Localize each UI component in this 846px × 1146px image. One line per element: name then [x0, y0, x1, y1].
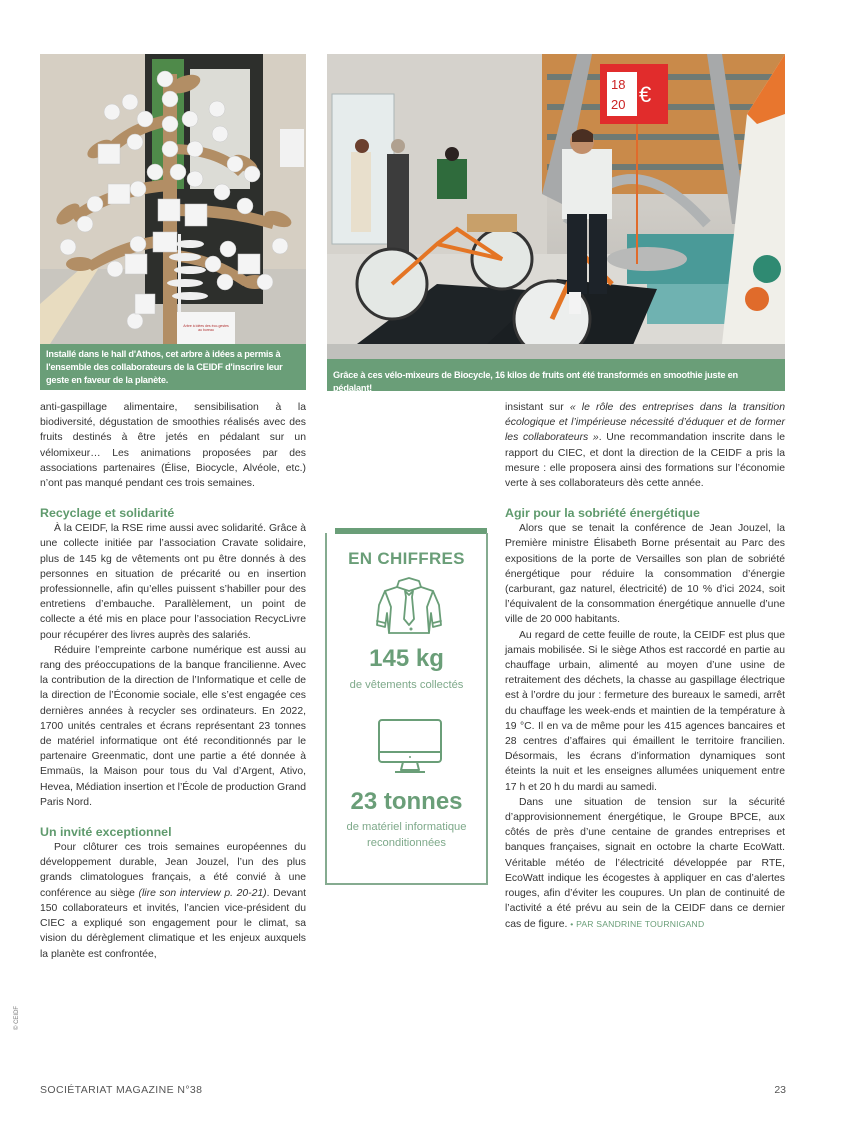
paragraph-sobriete-3 [505, 795, 785, 932]
interview-reference: (lire son interview p. 20-21) [138, 887, 267, 899]
stat-value-clothes: 145 kg [369, 645, 444, 672]
bike-blender-illustration [327, 54, 785, 359]
idea-tree-sign: Arbre à idées des éco-gestes au bureau [183, 324, 229, 332]
paragraph-recyclage-2: Réduire l’empreinte carbone numérique est aussi au rang des préoccupations de la banque francilienne. Avec la contribution de la direction de l’Informatique et celle de la direction de l’Économie sociale, elle s’est engagée ces dernières années à recycler ses ordinateurs. En 2022, 1700 unités centrales et écrans représentant 23 tonnes de matériel informatique ont été reconditionnés par le partenaire Greenmatic, dont une partie a été donnée à Emmaüs, la Maison pour tous du Val d’Argent, Ativo, Hevea, Médiation insertion et l’École de production Grand Paris Nord. [40, 644, 306, 808]
paragraph-ciec-text-b: . Une recommandation inscrite dans le rapport du CIEC, et dont la direction de la CEIDF a pris la mesure : elle proposera ainsi des formations sur l’économie verte à ses collaborateurs dès cette année. [505, 432, 785, 490]
stat-label-it-equipment-line1: de matériel informatique [346, 821, 467, 833]
photo-caption-left: Installé dans le hall d'Athos, cet arbre à idées a permis à l'ensemble des collaborateurs de la CEIDF d'inscrire leur geste en faveur de la planète. [40, 344, 306, 390]
article-column-right [505, 400, 785, 932]
article-intro-paragraph: anti-gaspillage alimentaire, sensibilisation à la biodiversité, dégustation de smoothies réalisés avec des fruits destinés à être jetés en pédalant sur un vélomixeur… Les animations proposées par des associations partenaires (Élise, Biocycle, Alvéole, etc.) n’ont pas manqué pendant ces trois semaines. [40, 402, 306, 490]
author-byline: • PAR SANDRINE TOURNIGAND [570, 918, 705, 929]
jouzel-quote: « le rôle des entreprises dans la transition écologique et l’impérieuse nécessité d’éduquer et de former les collaborateurs » [505, 402, 785, 444]
paragraph-ciec-text-a: insistant sur [505, 402, 570, 413]
section-heading-sobriete: Agir pour la sobriété énergétique [505, 506, 700, 521]
paragraph-sobriete-3-text: Dans une situation de tension sur la sécurité d’approvisionnement énergétique, le Groupe BPCE, aux côtés de près d’une centaine de grandes entreprises et banques françaises, signait en octobre la charte EcoWatt. Véritable météo de l’électricité développée par RTE, EcoWatt indique les écogestes à appliquer en cas d’alertes rouges, afin d’éviter les coupures. Un plan de continuité de l’activité a été prévu au sein de la CEIDF dans ce dernier cas de figure. [505, 796, 785, 930]
paragraph-invite-1 [40, 840, 306, 962]
shirt-tie-icon [371, 575, 447, 639]
section-heading-invite: Un invité exceptionnel [40, 825, 172, 840]
stat-box-title: EN CHIFFRES [348, 549, 465, 568]
section-heading-recyclage: Recyclage et solidarité [40, 506, 175, 521]
stat-value-it-equipment: 23 tonnes [350, 788, 463, 815]
paragraph-invite-text-a: Pour clôturer ces trois semaines européennes du développement durable, Jean Jouzel, l’un des plus grands climatologues français, a été convié à une conférence au siège [40, 842, 306, 899]
paragraph-invite-text-b: . Devant 150 collaborateurs et invités, l’ancien vice-président du CIEC a expliqué son engagement pour le climat, sa vision du dérèglement climatique et les enjeux auxquels la planète est confrontée, [40, 887, 306, 960]
idea-tree-photo [40, 54, 306, 344]
photo-credit: © CEIDF [14, 1005, 20, 1030]
svg-text:€: € [639, 82, 652, 107]
paragraph-recyclage-1: À la CEIDF, la RSE rime aussi avec solidarité. Grâce à une collecte initiée par l’association Cravate solidaire, plus de 145 kg de vêtements ont pu être donnés à des personnes en situation de précarité ou en insertion professionnelle, afin qu’elles puissent s’habiller pour des entretiens d’embauche. Parallèlement, un point de collecte a été mis en place pour l’association RecycLivre pour récupérer des livres auprès des salariés. [40, 523, 306, 641]
monitor-icon [377, 718, 443, 776]
paragraph-sobriete-2: Au regard de cette feuille de route, la CEIDF est plus que jamais mobilisée. Si le siège Athos est raccordé en partie au chauffage urbain, alimenté au moyen d’une usine de retraitement des déchets, la chasse au gaspillage électrique est à l’ordre du jour : fermeture des bureaux le samedi, arrêt du chauffage les week-ends et maintien de la température à 19 °C. Il en va de même pour les 415 agences bancaires et 28 centres d’affaires qui émaillent le territoire francilien. Désormais, les écrans d’information dynamiques sont éteints la nuit et les enseignes allumées uniquement entre 17 h et 20 h du mardi au samedi. [505, 629, 785, 793]
stat-label-it-equipment-line2: reconditionnées [367, 837, 446, 849]
photo-caption-right: Grâce à ces vélo-mixeurs de Biocycle, 16 kilos de fruits ont été transformés en smoothie juste en pédalant! [327, 359, 785, 391]
idea-tree-illustration [40, 54, 306, 344]
paragraph-ciec-recommendation [505, 400, 785, 491]
magazine-title-footer: SOCIÉTARIAT MAGAZINE N°38 [40, 1084, 203, 1096]
page-number: 23 [774, 1084, 786, 1096]
cube-year-text: 18 [611, 77, 626, 92]
paragraph-sobriete-1: Alors que se tenait la conférence de Jean Jouzel, la Première ministre Élisabeth Borne présentait au Parc des expositions de la porte de Versailles son plan de sobriété énergétique pour réduire la consommation d’énergie (carburant, gaz naturel, électricité) de 10 % d’ici 2024, soit l’équivalent de la consommation énergétique annuelle d’une ville de 20 000 habitants. [505, 523, 785, 626]
svg-text:20: 20 [611, 97, 626, 112]
bike-blender-photo [327, 54, 785, 359]
stat-label-clothes: de vêtements collectés [349, 679, 464, 691]
article-column-left [40, 400, 306, 962]
stat-box-en-chiffres [325, 533, 488, 885]
